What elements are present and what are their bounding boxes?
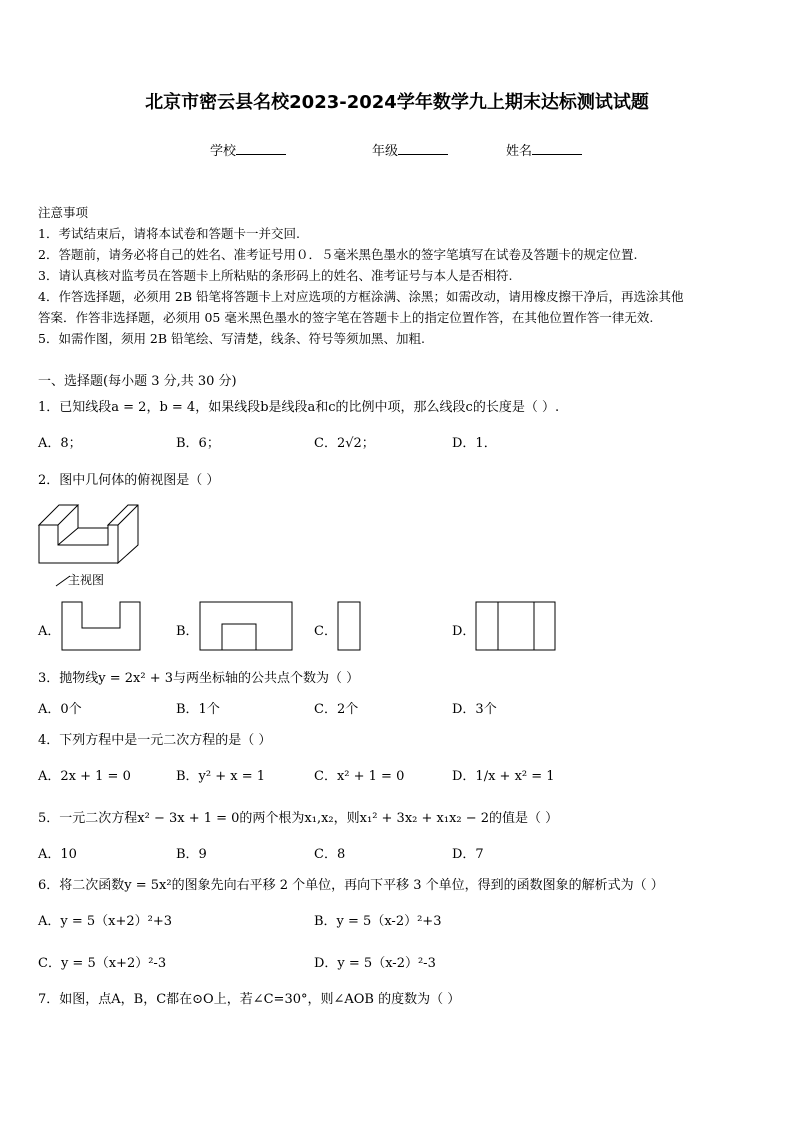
q4-option-d[interactable]: D．1/x + x² = 1 — [452, 769, 555, 784]
q4-option-a[interactable]: A．2x + 1 = 0 — [38, 769, 131, 784]
q2-option-a[interactable]: A． — [38, 624, 61, 639]
option-c-figure — [338, 602, 362, 652]
note-item: 答案．作答非选择题，必须用 05 毫米黑色墨水的签字笔在答题卡上的指定位置作答，在其他位置作答一律无效. — [38, 310, 654, 325]
q5-option-d[interactable]: D．7 — [452, 847, 484, 862]
question-5: 5．一元二次方程x² − 3x + 1 = 0的两个根为x₁,x₂，则x₁² + 3x₂ + x₁x₂ − 2的值是（ ） — [38, 811, 559, 826]
q6-option-c[interactable]: C．y = 5（x+2）²-3 — [38, 956, 167, 971]
option-a-figure — [62, 602, 142, 652]
notes-heading: 注意事项 — [38, 205, 89, 220]
q1-option-b[interactable]: B．6； — [176, 436, 220, 451]
question-6: 6．将二次函数y = 5x²的图象先向右平移 2 个单位，再向下平移 3 个单位，得到的函数图象的解析式为（ ） — [38, 878, 664, 893]
q2-option-c[interactable]: C． — [314, 624, 337, 639]
question-7: 7．如图，点A，B，C都在⊙O上，若∠C=30°，则∠AOB 的度数为（ ） — [38, 992, 461, 1007]
question-4: 4．下列方程中是一元二次方程的是（ ） — [38, 733, 272, 748]
grade-field[interactable]: 年级 — [372, 140, 448, 159]
q6-option-b[interactable]: B．y = 5（x-2）²+3 — [314, 914, 442, 929]
front-view-label: 主视图 — [68, 573, 105, 587]
q5-option-b[interactable]: B．9 — [176, 847, 207, 862]
q3-option-c[interactable]: C．2个 — [314, 702, 359, 717]
q1-option-d[interactable]: D．1． — [452, 436, 497, 451]
note-item: 3．请认真核对监考员在答题卡上所粘贴的条形码上的姓名、准考证号与本人是否相符. — [38, 268, 513, 283]
name-field[interactable]: 姓名 — [506, 140, 582, 159]
q2-option-b[interactable]: B． — [176, 624, 199, 639]
q3-option-d[interactable]: D．3个 — [452, 702, 497, 717]
q2-option-d[interactable]: D． — [452, 624, 476, 639]
q6-option-a[interactable]: A．y = 5（x+2）²+3 — [38, 914, 173, 929]
q6-option-d[interactable]: D．y = 5（x-2）²-3 — [314, 956, 436, 971]
q5-option-a[interactable]: A．10 — [38, 847, 77, 862]
q3-option-b[interactable]: B．1个 — [176, 702, 220, 717]
q1-option-c[interactable]: C．2√2； — [314, 436, 375, 451]
q1-option-a[interactable]: A．8； — [38, 436, 82, 451]
q5-option-c[interactable]: C．8 — [314, 847, 346, 862]
q3-option-a[interactable]: A．0个 — [38, 702, 82, 717]
question-2: 2．图中几何体的俯视图是（ ） — [38, 473, 220, 488]
option-d-figure — [476, 602, 558, 652]
school-field[interactable]: 学校 — [210, 140, 286, 159]
page-title: 北京市密云县名校2023-2024学年数学九上期末达标测试试题 — [145, 92, 649, 113]
note-item: 4．作答选择题，必须用 2B 铅笔将答题卡上对应选项的方框涂满、涂黑；如需改动，请用橡皮擦干净后，再选涂其他 — [38, 289, 684, 304]
question-1: 1．已知线段a = 2，b = 4，如果线段b是线段a和c的比例中项，那么线段c的长度是（ ）. — [38, 400, 560, 415]
note-item: 2．答题前，请务必将自己的姓名、准考证号用０．５毫米黑色墨水的签字笔填写在试卷及答题卡的规定位置. — [38, 247, 638, 262]
solid-figure-diagram — [36, 500, 146, 570]
option-b-figure — [200, 602, 294, 652]
section-heading: 一、选择题(每小题 3 分,共 30 分) — [38, 374, 237, 389]
q4-option-b[interactable]: B．y² + x = 1 — [176, 769, 266, 784]
note-item: 1．考试结束后，请将本试卷和答题卡一并交回. — [38, 226, 300, 241]
question-3: 3．抛物线y = 2x² + 3与两坐标轴的公共点个数为（ ） — [38, 671, 360, 686]
q4-option-c[interactable]: C．x² + 1 = 0 — [314, 769, 405, 784]
note-item: 5．如需作图，须用 2B 铅笔绘、写清楚，线条、符号等须加黑、加粗. — [38, 331, 426, 346]
